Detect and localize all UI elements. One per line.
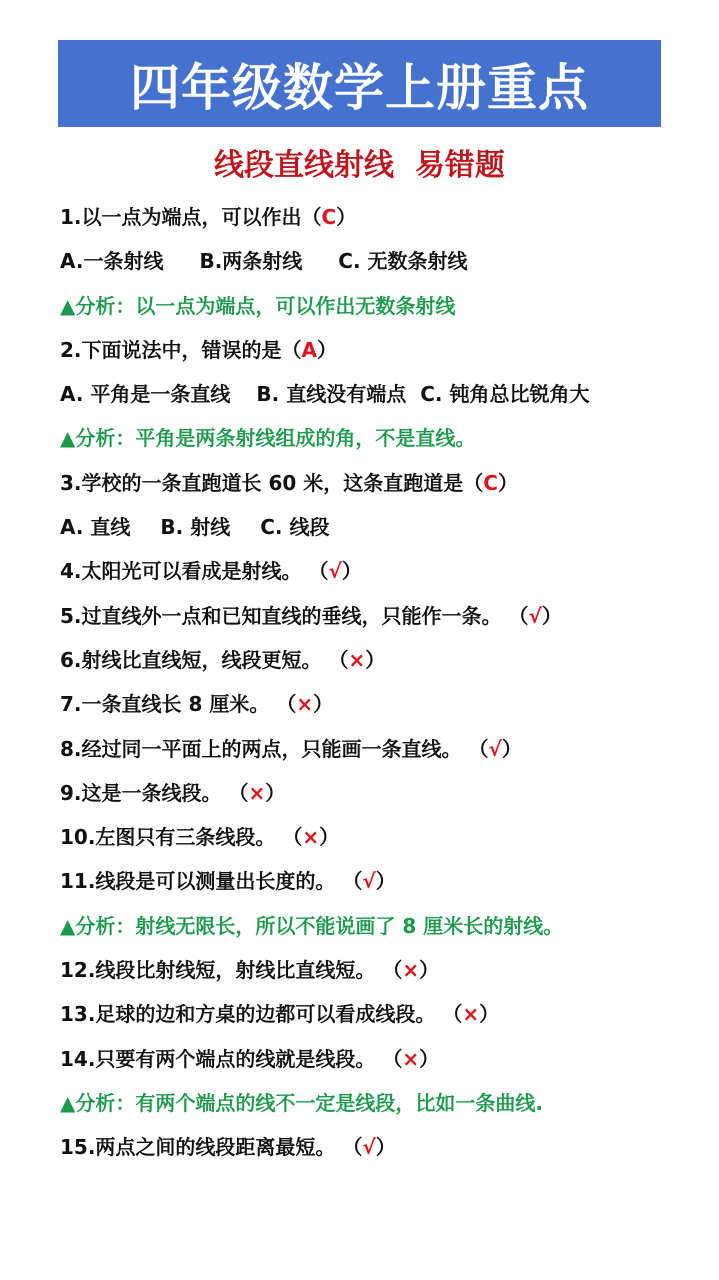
answer-mark: √ [362,869,376,894]
option-item: C. 无数条射线 [338,249,468,274]
question-line [60,992,710,1036]
option-item: A. 直线 [60,515,131,540]
question-line [60,594,710,638]
closing-paren: ） [375,869,396,894]
question-text: 8.经过同一平面上的两点，只能画一条直线。 （ [60,736,489,761]
analysis-line: ▲分析：以一点为端点，可以作出无数条射线 [60,293,456,318]
analysis-line: ▲分析：射线无限长，所以不能说画了 8 厘米长的射线。 [60,913,564,938]
question-line [60,461,710,505]
option-item: B. 射线 [160,515,231,540]
question-text: 11.线段是可以测量出长度的。 （ [60,869,363,894]
question-line [60,328,710,372]
answer-mark: × [402,1046,420,1071]
option-item: C. 线段 [260,515,330,540]
question-text: 13.足球的边和方桌的边都可以看成线段。 （ [60,1002,463,1027]
question-line [60,815,710,859]
closing-paren: ） [497,470,518,495]
question-line [60,859,710,903]
closing-paren: ） [313,692,334,717]
option-item: A. 平角是一条直线 [60,382,231,407]
answer-mark: C [483,470,498,495]
closing-paren: ） [419,1046,440,1071]
question-line [60,682,710,726]
answer-mark: A [301,337,317,362]
question-text: 2.下面说法中，错误的是（ [60,337,302,362]
question-line [60,549,710,593]
option-item: B.两条射线 [199,249,303,274]
options-line [60,505,710,549]
question-text: 1.以一点为端点，可以作出（ [60,205,322,229]
question-text: 6.射线比直线短，线段更短。 （ [60,647,349,672]
closing-paren: ） [336,205,357,229]
question-text: 14.只要有两个端点的线就是线段。 （ [60,1046,403,1071]
closing-paren: ） [541,603,562,628]
answer-mark: × [462,1002,480,1027]
answer-mark: C [321,205,337,229]
question-text: 9.这是一条线段。 （ [60,780,249,805]
answer-mark: √ [328,559,342,584]
option-item: B. 直线没有端点 [256,382,407,407]
question-line [60,195,710,239]
answer-mark: × [248,780,266,805]
closing-paren: ） [419,958,440,983]
closing-paren: ） [317,337,337,362]
answer-mark: × [348,647,366,672]
answer-mark: × [402,958,420,983]
analysis-line: ▲分析：平角是两条射线组成的角，不是直线。 [60,426,476,451]
question-line [60,771,710,815]
closing-paren: ） [365,647,386,672]
option-item: A.一条射线 [60,249,164,274]
question-text: 3.学校的一条直跑道长 60 米，这条直跑道是（ [60,470,484,495]
question-line [60,1037,710,1081]
page-subtitle: 线段直线射线 易错题 [214,148,505,183]
closing-paren: ） [319,825,340,850]
question-line [60,948,710,992]
question-line [60,1125,710,1169]
question-list [60,195,710,1170]
options-line [60,372,710,416]
answer-mark: × [296,692,314,717]
title-banner [58,40,661,127]
question-text: 15.两点之间的线段距离最短。 （ [60,1135,363,1160]
closing-paren: ） [479,1002,500,1027]
question-line [60,638,710,682]
options-line [60,239,710,283]
closing-paren: ） [265,780,286,805]
question-text: 12.线段比射线短，射线比直线短。 （ [60,958,403,983]
closing-paren: ） [341,559,362,584]
closing-paren: ） [501,736,522,761]
closing-paren: ） [375,1135,396,1160]
page-title: 四年级数学上册重点 [130,58,589,117]
question-text: 4.太阳光可以看成是射线。 （ [60,559,329,584]
question-line [60,727,710,771]
analysis-line: ▲分析：有两个端点的线不一定是线段，比如一条曲线. [60,1090,543,1115]
answer-mark: √ [528,603,542,628]
question-text: 10.左图只有三条线段。 （ [60,825,303,850]
answer-mark: √ [362,1135,376,1160]
question-text: 5.过直线外一点和已知直线的垂线，只能作一条。 （ [60,603,529,628]
answer-mark: × [302,825,320,850]
option-item: C. 钝角总比锐角大 [420,382,590,407]
question-text: 7.一条直线长 8 厘米。 （ [60,692,297,717]
answer-mark: √ [488,736,502,761]
